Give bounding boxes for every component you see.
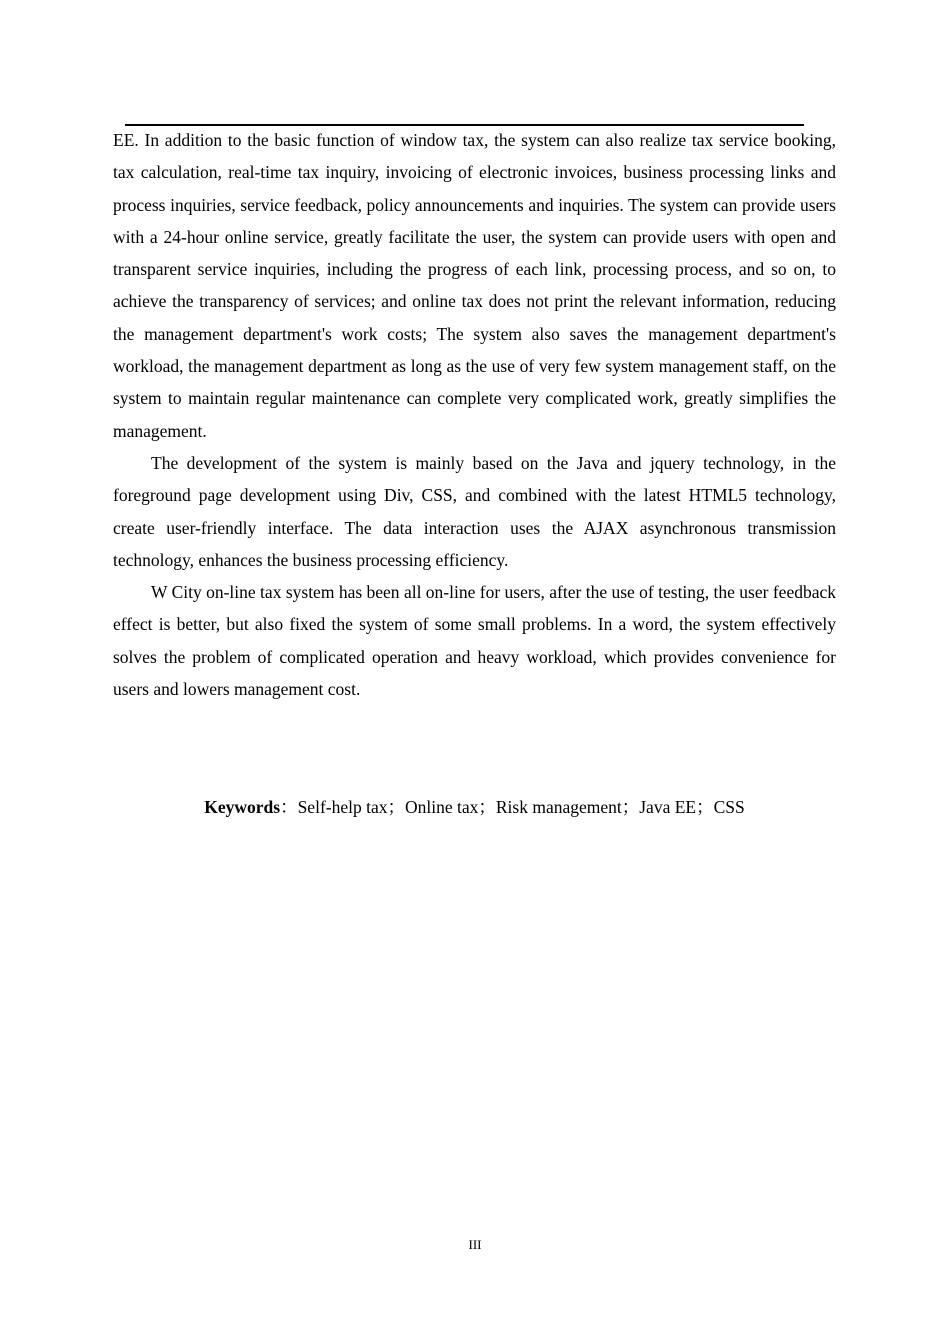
keywords-list: Self-help tax；Online tax；Risk management；Java EE；CSS [297, 797, 745, 817]
abstract-body [113, 124, 836, 705]
keywords-line [113, 795, 836, 819]
paragraph-continuation: EE. In addition to the basic function of window tax, the system can also realize tax service booking, tax calculation, real-time tax inquiry, invoicing of electronic invoices, business processing links and process inquiries, service feedback, policy announcements and inquiries. The system can provide users with a 24-hour online service, greatly facilitate the user, the system can provide users with open and transparent service inquiries, including the progress of each link, processing process, and so on, to achieve the transparency of services; and online tax does not print the relevant information, reducing the management department's work costs; The system also saves the management department's workload, the management department as long as the use of very few system management staff, on the system to maintain regular maintenance can complete very complicated work, greatly simplifies the management. [113, 130, 836, 441]
keywords-separator: ： [280, 797, 298, 817]
keywords-label: Keywords [204, 797, 281, 817]
paragraph-development: The development of the system is mainly based on the Java and jquery technology, in the foreground page development using Div, CSS, and combined with the latest HTML5 technology, create user-friendly interface. The data interaction uses the AJAX asynchronous transmission technology, enhances the business processing efficiency. [113, 452, 836, 570]
page-number: III [468, 1237, 482, 1252]
paragraph-deployment: W City on-line tax system has been all on-line for users, after the use of testing, the user feedback effect is better, but also fixed the system of some small problems. In a word, the system effectively solves the problem of complicated operation and heavy workload, which provides convenience for users and lowers management cost. [113, 582, 836, 700]
